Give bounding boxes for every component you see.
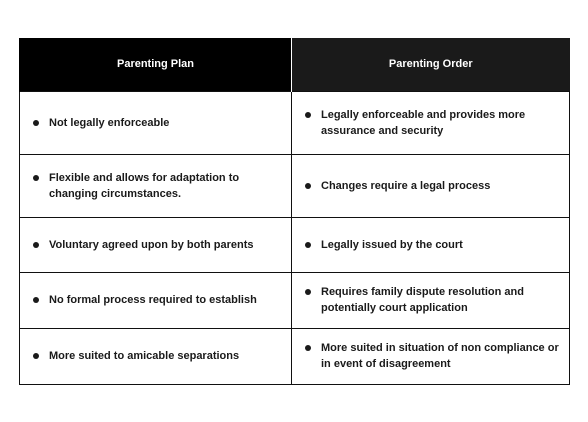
- bullet-icon: [33, 242, 39, 248]
- plan-cell: [20, 328, 292, 384]
- bullet-icon: [33, 120, 39, 126]
- cell-text: Requires family dispute resolution and potentially court application: [321, 286, 524, 314]
- order-cell: [292, 328, 570, 384]
- table-header: [20, 38, 570, 91]
- table-row: [20, 91, 570, 154]
- header-row: [20, 38, 570, 91]
- plan-cell: [20, 154, 292, 217]
- table-row: [20, 328, 570, 384]
- cell-text: Legally enforceable and provides more assurance and security: [321, 108, 526, 137]
- cell-text: Flexible and allows for adaptation to changing circumstances.: [49, 171, 240, 200]
- header-parenting-plan: Parenting Plan: [20, 38, 292, 91]
- cell-text: Legally issued by the court: [321, 238, 463, 251]
- bullet-icon: [305, 242, 311, 248]
- table-row: [20, 217, 570, 272]
- order-cell: [292, 272, 570, 328]
- comparison-table: [19, 38, 570, 385]
- table-row: [20, 154, 570, 217]
- plan-cell: [20, 217, 292, 272]
- table-row: [20, 272, 570, 328]
- cell-text: Voluntary agreed upon by both parents: [49, 238, 254, 251]
- header-parenting-order: Parenting Order: [292, 38, 570, 91]
- table-body: [20, 91, 570, 384]
- bullet-icon: [305, 345, 311, 351]
- bullet-icon: [305, 183, 311, 189]
- order-cell: [292, 91, 570, 154]
- cell-text: More suited in situation of non compliance or in event of disagreement: [321, 342, 559, 370]
- bullet-icon: [33, 297, 39, 303]
- cell-text: No formal process required to establish: [49, 294, 257, 306]
- bullet-icon: [305, 112, 311, 118]
- cell-text: Not legally enforceable: [49, 116, 170, 129]
- bullet-icon: [305, 289, 311, 295]
- bullet-icon: [33, 353, 39, 359]
- bullet-icon: [33, 175, 39, 181]
- plan-cell: [20, 91, 292, 154]
- plan-cell: [20, 272, 292, 328]
- order-cell: [292, 217, 570, 272]
- cell-text: Changes require a legal process: [321, 179, 491, 192]
- order-cell: [292, 154, 570, 217]
- cell-text: More suited to amicable separations: [49, 350, 240, 362]
